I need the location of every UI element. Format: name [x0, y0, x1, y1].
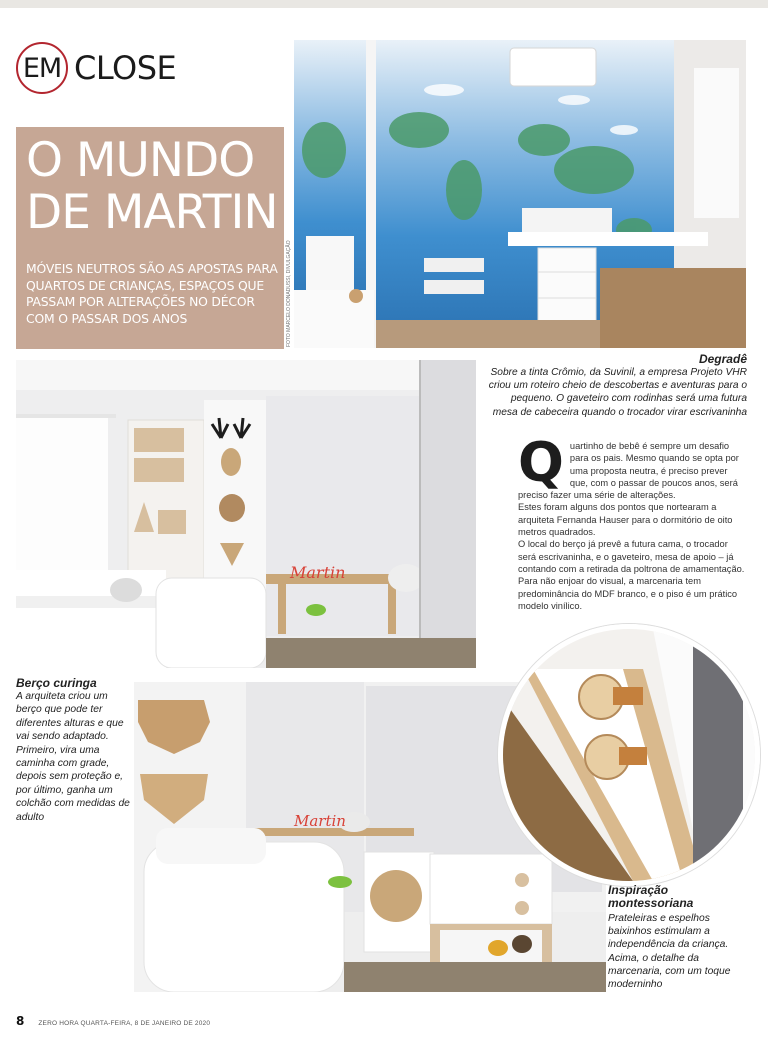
photo-blue-wall-room: [294, 40, 746, 348]
bench-sign-martin: Martin: [294, 812, 346, 830]
headline-line-1: O MUNDO: [26, 133, 255, 188]
caption-berco: [16, 676, 131, 824]
caption-degrade: [487, 352, 747, 419]
photo-nursery-room: [16, 360, 476, 668]
article-paragraph-1: uartinho de bebê é sempre um desafio para os pais. Mesmo quando se opta por uma proposta neutra, é preciso prever que, com o passar de poucos anos, será preciso fazer uma série de alterações.: [518, 441, 739, 501]
headline-line-2: DE MARTIN: [26, 185, 278, 240]
section-em: EM: [22, 52, 62, 84]
photo-joinery-detail: [498, 624, 760, 886]
article-body: [518, 431, 746, 612]
page-footer: [16, 1014, 210, 1028]
article-paragraph-3: O local do berço já prevê a futura cama, o trocador será escrivaninha, e o gaveteiro, mesa de apoio – já contando com a retirada da poltrona de amamentação.: [518, 539, 745, 574]
caption-inspiracao: [608, 884, 748, 991]
section-circle: [16, 42, 68, 94]
wall-sign-martin: Martin: [290, 563, 346, 582]
page-number: 8: [16, 1014, 25, 1028]
caption-berco-body: A arquiteta criou um berço que pode ter diferentes alturas e que vai sendo adaptado. Primeiro, vira uma caminha com grade, depois sem proteção e, por último, ganha um colchão com medidas de adulto: [16, 691, 130, 823]
caption-degrade-body: Sobre a tinta Crômio, da Suvinil, a empresa Projeto VHR criou um roteiro cheio de descobertas e aventuras para o pequeno. O gaveteiro com rodinhas será uma futura mesa de cabeceira quando o trocador virar escrivaninha: [488, 367, 747, 418]
footer-info: ZERO HORA QUARTA-FEIRA, 8 DE JANEIRO DE 2020: [38, 1020, 211, 1027]
dropcap: Q: [518, 431, 564, 494]
section-tag: [16, 40, 176, 96]
subhead: MÓVEIS NEUTROS SÃO AS APOSTAS PARA QUARTOS DE CRIANÇAS, ESPAÇOS QUE PASSAM POR ALTERAÇÕES NO DÉCOR COM O PASSAR DOS ANOS: [26, 261, 278, 326]
section-close: CLOSE: [74, 49, 177, 87]
caption-berco-title: Berço curinga: [16, 676, 97, 690]
top-band: [0, 0, 768, 8]
caption-inspiracao-body: Prateleiras e espelhos baixinhos estimulam a independência da criança. Acima, o detalhe da marcenaria, com um toque moderninho: [608, 913, 731, 991]
article-paragraph-4: Para não enjoar do visual, a marcenaria tem predominância do MDF branco, e o piso é um prático modelo vinílico.: [518, 576, 738, 611]
caption-degrade-title: Degradê: [698, 352, 747, 366]
caption-inspiracao-title: Inspiração montessoriana: [608, 883, 694, 910]
title-block: [16, 127, 284, 349]
headline: [26, 135, 278, 239]
article-paragraph-2: Estes foram alguns dos pontos que nortearam a arquiteta Fernanda Hauser para o dormitório de oito metros quadrados.: [518, 502, 733, 538]
photo-credit: FOTO MARCELO DONADUSSI, DIVULGAÇÃO: [286, 240, 292, 347]
